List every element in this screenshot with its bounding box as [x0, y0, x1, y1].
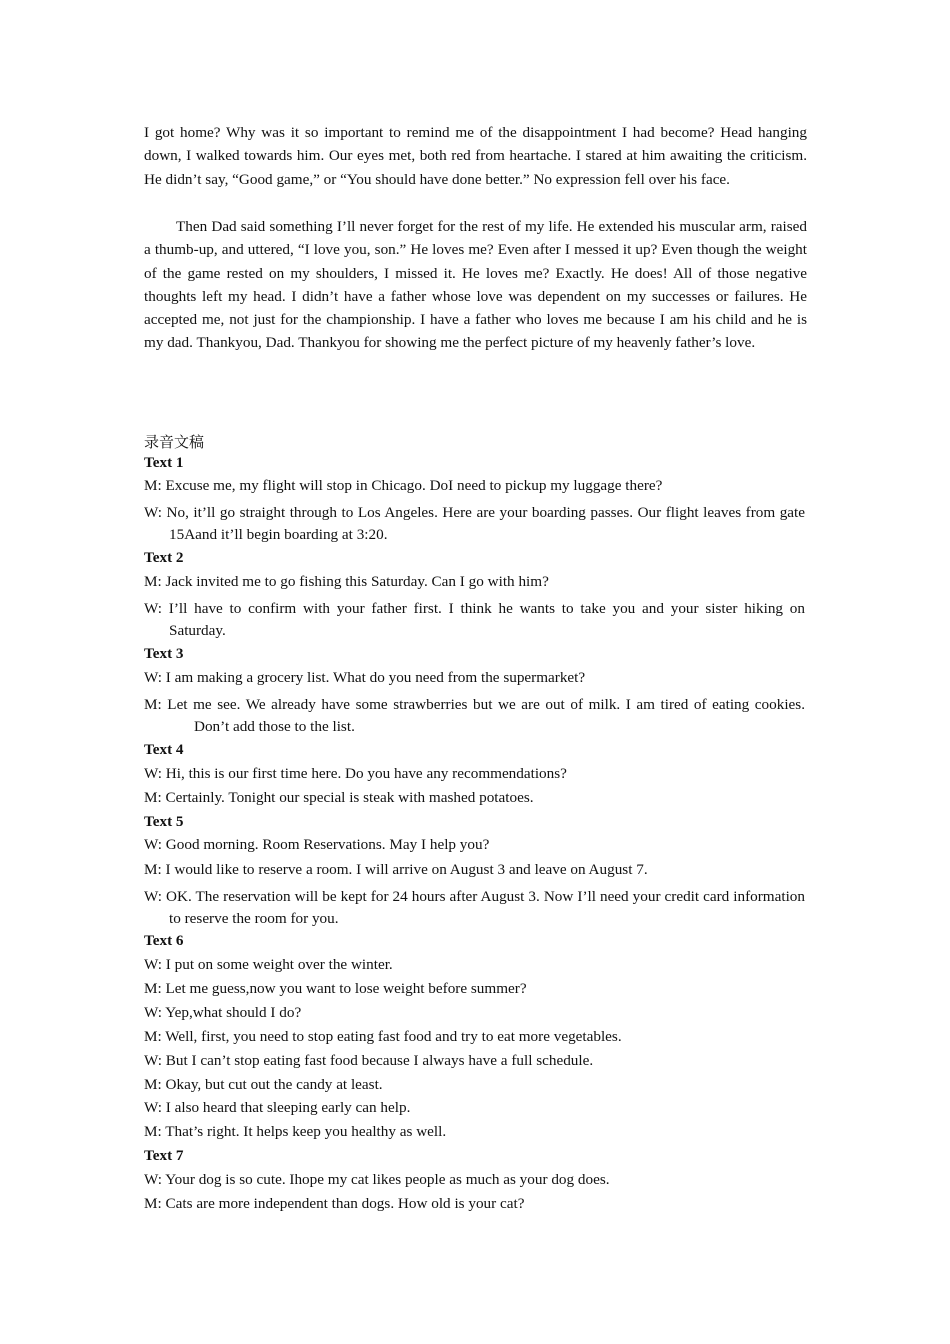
text-6-line-2: M: Let me guess,now you want to lose weight before summer? [144, 980, 527, 997]
text-3-line-2: M: Let me see. We already have some strawberries but we are out of milk. I am tired of eating cookies. Don’t add those to the list. [144, 696, 805, 735]
text-3-line-1: W: I am making a grocery list. What do you need from the supermarket? [144, 669, 586, 686]
text-6-line-1: W: I put on some weight over the winter. [144, 956, 393, 973]
text-6-line-5: W: But I can’t stop eating fast food because I always have a full schedule. [144, 1052, 594, 1069]
text-4-line-2: M: Certainly. Tonight our special is steak with mashed potatoes. [144, 789, 534, 806]
text-5-line-3: W: OK. The reservation will be kept for 24 hours after August 3. Now I’ll need your credit card information to reserve the room for you. [144, 888, 805, 927]
text-5-title: Text 5 [144, 813, 184, 830]
text-1-line-1: M: Excuse me, my flight will stop in Chicago. DoI need to pickup my luggage there? [144, 477, 663, 494]
text-1-line-2: W: No, it’ll go straight through to Los Angeles. Here are your boarding passes. Our flight leaves from gate 15Aand it’ll begin boarding at 3:20. [144, 504, 805, 543]
text-7-title: Text 7 [144, 1147, 184, 1164]
story-paragraph-1: I got home? Why was it so important to remind me of the disappointment I had become? Head hanging down, I walked towards him. Our eyes met, both red from heartache. I stared at him awaiting the criticism. He didn’t say, “Good game,” or “You should have done better.” No expression fell over his face. [144, 124, 807, 188]
text-7-line-1: W: Your dog is so cute. Ihope my cat likes people as much as your dog does. [144, 1171, 610, 1188]
text-6-title: Text 6 [144, 932, 184, 949]
text-1-title: Text 1 [144, 454, 184, 471]
text-6-line-8: M: That’s right. It helps keep you healthy as well. [144, 1123, 447, 1140]
text-2-line-2: W: I’ll have to confirm with your father first. I think he wants to take you and your sister hiking on Saturday. [144, 600, 805, 639]
text-3-title: Text 3 [144, 645, 184, 662]
story-paragraph-2: Then Dad said something I’ll never forget for the rest of my life. He extended his muscular arm, raised a thumb-up, and uttered, “I love you, son.” He loves me? Even after I messed it up? Even though the weight of the game rested on my shoulders, I missed it. He loves me? Exactly. He does! All of those negative thoughts left my head. I didn’t have a father whose love was dependent on my successes or failures. He accepted me, not just for the championship. I have a father who loves me because I am his child and he is my dad. Thankyou, Dad. Thankyou for showing me the perfect picture of my heavenly father’s love. [144, 218, 807, 352]
text-6-line-6: M: Okay, but cut out the candy at least. [144, 1076, 383, 1093]
text-5-line-1: W: Good morning. Room Reservations. May I help you? [144, 836, 490, 853]
transcript-heading: 录音文稿 [144, 433, 205, 451]
text-4-line-1: W: Hi, this is our first time here. Do you have any recommendations? [144, 765, 567, 782]
text-5-line-2: M: I would like to reserve a room. I will arrive on August 3 and leave on August 7. [144, 861, 648, 878]
text-2-title: Text 2 [144, 549, 184, 566]
text-6-line-3: W: Yep,what should I do? [144, 1004, 302, 1021]
text-6-line-7: W: I also heard that sleeping early can help. [144, 1099, 411, 1116]
text-7-line-2: M: Cats are more independent than dogs. How old is your cat? [144, 1195, 525, 1212]
text-4-title: Text 4 [144, 741, 184, 758]
text-2-line-1: M: Jack invited me to go fishing this Saturday. Can I go with him? [144, 573, 549, 590]
text-6-line-4: M: Well, first, you need to stop eating fast food and try to eat more vegetables. [144, 1028, 622, 1045]
